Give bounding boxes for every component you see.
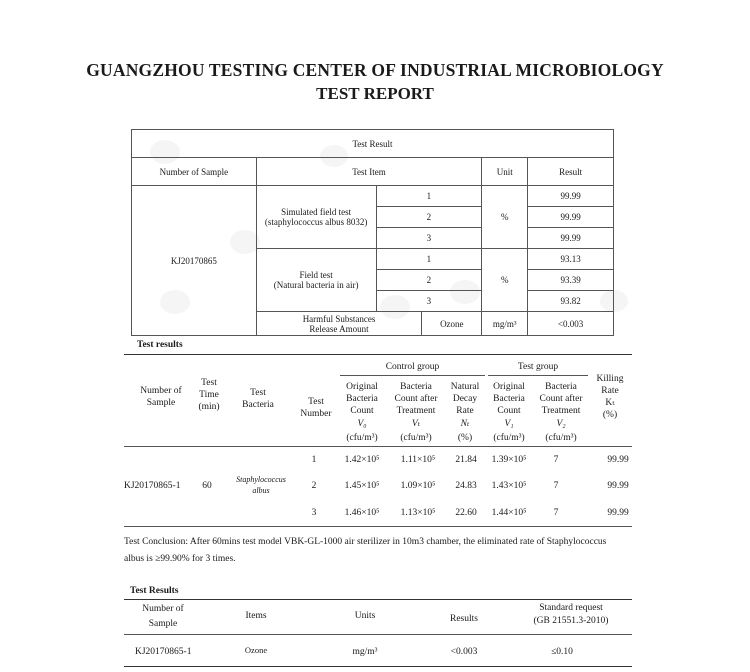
rule: [488, 375, 588, 376]
test-index: 3: [376, 291, 482, 312]
result-value: <0.003: [450, 647, 478, 657]
killing-rate: 99.99: [607, 508, 629, 518]
group-header: Test group: [517, 362, 559, 372]
report-subtitle: TEST REPORT: [316, 84, 434, 103]
sample-number: KJ20170865: [132, 186, 257, 336]
test-count-after: 7: [553, 455, 559, 465]
sample-number: KJ20170865-1: [135, 647, 192, 657]
killing-rate: 99.99: [607, 481, 629, 491]
col-header: Result: [528, 158, 614, 186]
test-index: 2: [376, 270, 482, 291]
test-conclusion: Test Conclusion: After 60mins test model VBK-GL-1000 air sterilizer in 10m3 chamber, the eliminated rate of Staphylococcus albus is ≥99.90% for 3 times.: [124, 537, 607, 564]
decay-rate: 22.60: [455, 508, 477, 518]
count-after-treatment: 1.09×10⁵: [400, 481, 436, 491]
table-header: Test Result: [132, 130, 614, 158]
rule: [124, 634, 632, 635]
unit: mg/m³: [482, 312, 528, 336]
col-header: Unit: [482, 158, 528, 186]
rule: [124, 599, 632, 600]
col-symbol: Vₜ: [411, 419, 421, 429]
col-unit: (cfu/m³): [545, 433, 577, 443]
test-original-count: 1.43×10⁵: [491, 481, 527, 491]
result-value: 93.82: [528, 291, 614, 312]
test-result-table: [131, 129, 614, 336]
col-header: Results: [450, 614, 478, 624]
col-symbol: V₁: [504, 419, 514, 429]
section-label: Test results: [137, 340, 183, 350]
test-number: 2: [311, 481, 317, 491]
col-header: Test Bacteria: [242, 388, 274, 410]
col-header: Units: [354, 611, 376, 621]
col-symbol: Nₜ: [460, 419, 470, 429]
count-after-treatment: 1.13×10⁵: [400, 508, 436, 518]
section-label: Test Results: [130, 586, 179, 596]
test-number: 3: [311, 508, 317, 518]
sample-number: KJ20170865-1: [124, 481, 181, 491]
col-header: Test Number: [300, 397, 332, 419]
test-index: 1: [376, 186, 482, 207]
unit: mg/m³: [352, 647, 378, 657]
test-time: 60: [202, 481, 212, 491]
col-header: Original Bacteria Count: [346, 382, 378, 416]
test-number: 1: [311, 455, 317, 465]
col-header: Standard request (GB 21551.3-2010): [533, 603, 609, 626]
item: Ozone: [244, 645, 268, 655]
result-value: 93.13: [528, 249, 614, 270]
test-index: 3: [376, 228, 482, 249]
col-header: Bacteria Count after Treatment: [539, 382, 583, 416]
col-symbol: V₀: [357, 419, 367, 429]
rule: [124, 526, 632, 527]
col-header: Test Time (min): [198, 378, 220, 412]
col-header: Killing Rate Kₜ (%): [596, 374, 624, 420]
col-unit: (cfu/m³): [400, 433, 432, 443]
col-symbol: V₂: [556, 419, 566, 429]
count-after-treatment: 1.11×10⁵: [400, 455, 436, 465]
col-header: Items: [245, 611, 267, 621]
decay-rate: 24.83: [455, 481, 477, 491]
test-bacteria: Staphylococcus albus: [236, 475, 286, 495]
result-value: 93.39: [528, 270, 614, 291]
col-header: Original Bacteria Count: [493, 382, 525, 416]
rule: [124, 666, 632, 667]
rule: [124, 354, 632, 355]
test-count-after: 7: [553, 508, 559, 518]
test-item: Harmful Substances Release Amount: [256, 312, 422, 336]
col-header: Bacteria Count after Treatment: [394, 382, 438, 416]
killing-rate: 99.99: [607, 455, 629, 465]
col-header: Number of Sample: [140, 386, 182, 408]
test-item: Field test (Natural bacteria in air): [256, 249, 376, 312]
col-header: Natural Decay Rate: [450, 382, 480, 416]
original-count: 1.46×10⁵: [344, 508, 380, 518]
original-count: 1.42×10⁵: [344, 455, 380, 465]
col-unit: (cfu/m³): [346, 433, 378, 443]
col-header: Number of Sample: [142, 604, 184, 629]
unit: %: [482, 249, 528, 312]
unit: %: [482, 186, 528, 249]
col-header: Number of Sample: [132, 158, 257, 186]
result-value: 99.99: [528, 228, 614, 249]
test-count-after: 7: [553, 481, 559, 491]
result-value: <0.003: [528, 312, 614, 336]
test-index: 2: [376, 207, 482, 228]
report-title: GUANGZHOU TESTING CENTER OF INDUSTRIAL MICROBIOLOGY: [86, 60, 664, 80]
test-original-count: 1.44×10⁵: [491, 508, 527, 518]
rule: [340, 375, 485, 376]
group-header: Control group: [385, 362, 440, 372]
col-header: Test Item: [256, 158, 482, 186]
original-count: 1.45×10⁵: [344, 481, 380, 491]
result-value: 99.99: [528, 186, 614, 207]
test-original-count: 1.39×10⁵: [491, 455, 527, 465]
test-item: Simulated field test (staphylococcus albus 8032): [256, 186, 376, 249]
col-unit: (%): [457, 433, 473, 443]
col-unit: (cfu/m³): [493, 433, 525, 443]
decay-rate: 21.84: [455, 455, 477, 465]
substance: Ozone: [422, 312, 482, 336]
rule: [124, 446, 632, 447]
result-value: 99.99: [528, 207, 614, 228]
standard-value: ≤0.10: [551, 647, 573, 657]
test-index: 1: [376, 249, 482, 270]
